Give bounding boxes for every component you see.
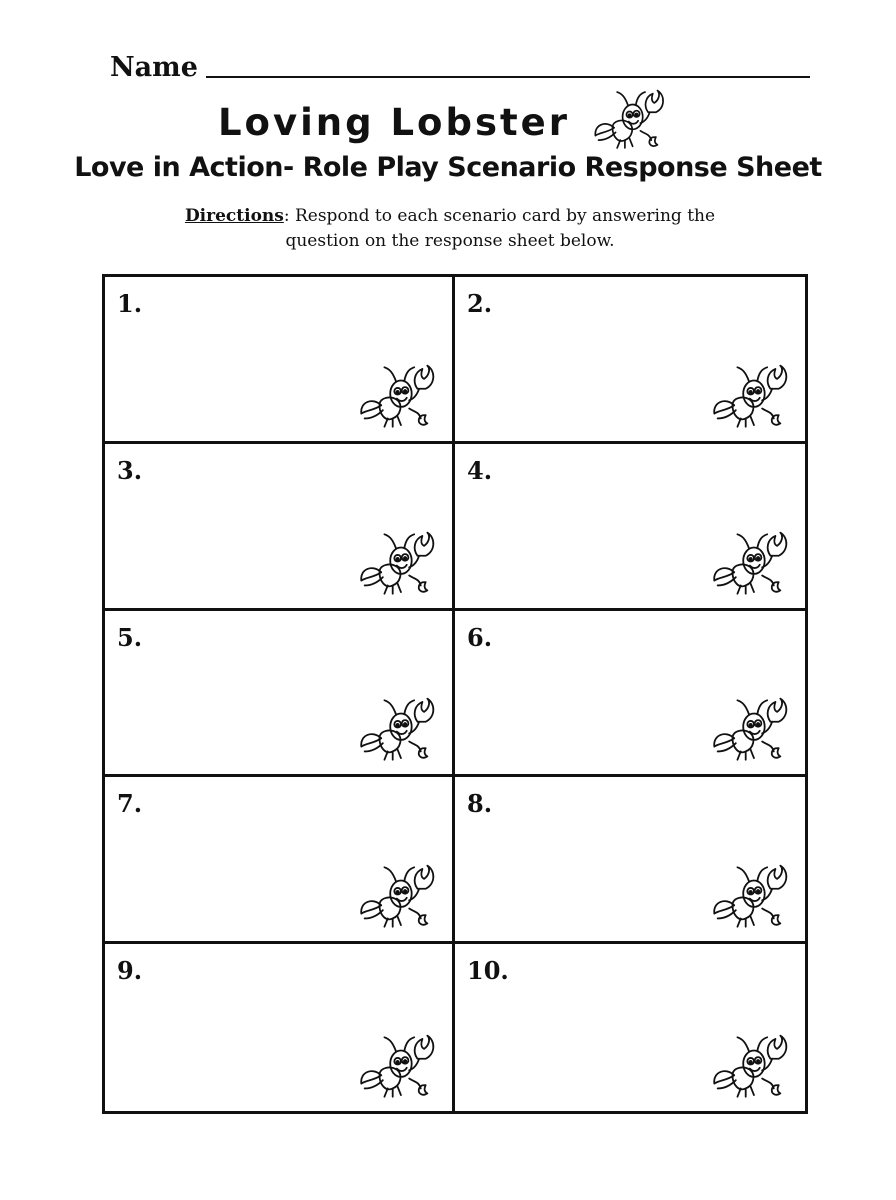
- lobster-icon: [348, 1034, 444, 1105]
- response-box[interactable]: [455, 944, 805, 1111]
- lobster-icon: [348, 364, 444, 435]
- response-number: 7.: [117, 789, 143, 819]
- response-box[interactable]: [455, 444, 805, 611]
- response-number: 6.: [467, 622, 493, 652]
- lobster-icon: [701, 1034, 797, 1105]
- title-row: [0, 92, 896, 152]
- response-box[interactable]: [455, 777, 805, 944]
- response-box[interactable]: [105, 277, 455, 444]
- response-number: 9.: [117, 956, 143, 986]
- response-number: 10.: [467, 956, 509, 986]
- lobster-icon: [701, 697, 797, 768]
- response-number: 1.: [117, 289, 143, 318]
- lobster-icon: [701, 364, 797, 435]
- response-number: 2.: [467, 289, 493, 318]
- response-grid: [102, 274, 808, 1114]
- response-box[interactable]: [105, 944, 455, 1111]
- page-subtitle: Love in Action- Role Play Scenario Response Sheet: [74, 152, 822, 183]
- response-box[interactable]: [455, 277, 805, 444]
- response-box[interactable]: [105, 777, 455, 944]
- directions: [150, 204, 750, 254]
- directions-text: : Respond to each scenario card by answering the question on the response sheet below.: [283, 206, 716, 251]
- directions-label: Directions: [184, 206, 284, 226]
- lobster-icon: [348, 531, 444, 602]
- response-box[interactable]: [105, 444, 455, 611]
- response-number: 5.: [117, 622, 143, 652]
- response-number: 8.: [467, 789, 493, 819]
- lobster-icon: [701, 864, 797, 935]
- response-box[interactable]: [455, 611, 805, 778]
- lobster-icon: [348, 864, 444, 935]
- response-box[interactable]: [105, 611, 455, 778]
- name-label: Name: [110, 52, 198, 83]
- page-title: Loving Lobster: [217, 100, 571, 144]
- response-number: 4.: [467, 455, 493, 485]
- name-row: [110, 44, 810, 84]
- response-number: 3.: [117, 455, 143, 485]
- lobster-icon: [701, 531, 797, 602]
- lobster-icon: [348, 697, 444, 768]
- name-field-line[interactable]: [206, 46, 810, 78]
- lobster-icon: [578, 89, 678, 156]
